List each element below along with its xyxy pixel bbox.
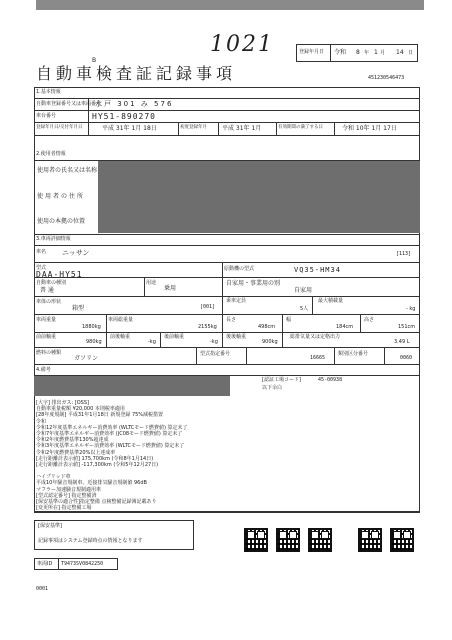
section-vehicle-details-title: 3.車両詳細情報 [36, 236, 71, 242]
user-name-label: 使用者の氏名又は名称 [37, 167, 98, 174]
section-remarks-title: 4.備考 [36, 367, 51, 373]
section-user-info-title: 2.使用者情報 [36, 151, 66, 157]
fuel-type-label: 燃料の種類 [36, 350, 62, 356]
remark-line: [保安基準の適合性]指定整備 点検整備記録簿記載あり [36, 499, 157, 505]
registration-date-label: 登録年月日 [299, 49, 325, 55]
first-reg-value: 平成 31年 1月 18日 [102, 125, 157, 132]
business-value: 自家用 [294, 287, 313, 294]
rear-front-axle-label: 後前軸重 [164, 334, 185, 340]
max-load-value: - kg [406, 306, 416, 312]
length-label: 長さ [226, 317, 237, 323]
front-rear-axle-value: -kg [148, 339, 156, 345]
engine-label: 原動機の型式 [224, 266, 255, 272]
qr-code-1 [244, 528, 268, 552]
remarks-list [36, 400, 276, 511]
capacity-label: 乗車定員 [226, 298, 247, 304]
cert-factory-code-value: 45-00938 [318, 377, 343, 383]
remark-line: [走行距離計表示値] 175,700km (令和8年1月14日) [36, 455, 154, 462]
remark-line: 令和7年度基準エネルギー消費効率 (JC08モード燃費値) 算定未了 [36, 430, 183, 437]
chassis-number-label: 車台番号 [36, 113, 57, 119]
capacity-value: 5人 [300, 306, 309, 312]
body-shape-label: 車体の形状 [36, 299, 62, 305]
footer-note: 記録事項はシステム登録時点の情報となります [38, 538, 143, 544]
first-year-value: 平成 31年 1月 [222, 125, 262, 132]
user-base-label: 使用の本拠の位置 [37, 218, 86, 225]
remark-line: 自動車重量税額 ¥20,000 本則税率適用 [36, 406, 125, 413]
body-shape-value: 箱型 [72, 305, 85, 312]
remark-line: [走行距離計表示値] -117,300km (令和5年12月27日) [36, 461, 159, 468]
cert-factory-code-label: [認証工場コード] [262, 377, 301, 383]
top-redaction-bar [36, 0, 424, 10]
max-load-label: 最大積載量 [318, 298, 344, 304]
length-value: 498cm [258, 324, 276, 330]
spec-number-value: 16665 [310, 355, 326, 361]
qr-code-5 [390, 528, 414, 552]
use-value: 乗用 [164, 285, 177, 292]
width-label: 幅 [286, 317, 292, 323]
remark-line: 令和3年度基準エネルギー消費効率 (WLTCモード燃費値) 算定未了 [36, 443, 185, 450]
vehicle-id-label: 車両ID [37, 561, 53, 567]
blank-below-note: 以下余白 [262, 385, 283, 391]
car-name-value: ニッサン [62, 249, 90, 257]
fuel-type-value: ガソリン [74, 355, 99, 362]
height-label: 高さ [364, 317, 375, 323]
use-label: 用途 [146, 280, 157, 286]
business-label: 自家用・事業用の別 [226, 280, 281, 287]
car-name-code: [113] [396, 251, 412, 257]
expiry-value: 令和 10年 1月 17日 [342, 125, 397, 132]
remarks-redaction [34, 376, 230, 396]
vehicle-type-value: 普 通 [40, 287, 54, 294]
registration-date-era: 令和 [334, 49, 347, 56]
width-value: 184cm [336, 324, 354, 330]
remark-line: 令和 [36, 418, 47, 425]
first-year-label: 初度登録年月 [180, 125, 207, 130]
page-code: 0001 [36, 586, 49, 592]
vehicle-weight-value: 1880kg [82, 324, 101, 330]
gross-weight-label: 車両総重量 [108, 317, 134, 323]
vehicle-type-label: 自動車の種別 [36, 280, 67, 286]
handwritten-doc-number: 1021 [210, 32, 274, 57]
remark-line: [変更所在] 指定整備工場 [36, 505, 92, 512]
displacement-value: 3.49 L [394, 339, 410, 345]
remark-line: 令和2年度燃費基準20%以上達成率 [36, 449, 116, 456]
remark-line: [28年度規制] 平成31年1月18日 新規登録 75%減税措置 [36, 412, 164, 419]
expiry-label: 有効期間の満了する日 [278, 125, 323, 130]
doc-marker: B [92, 57, 97, 64]
height-value: 151cm [398, 324, 416, 330]
first-reg-label: 登録年月日/交付年月日 [36, 125, 83, 130]
document-serial: 451230546473 [368, 75, 405, 81]
front-front-axle-value: 980kg [86, 339, 102, 345]
remark-line: ハイブリッド車 [36, 474, 71, 481]
category-number-value: 0060 [400, 355, 413, 361]
car-name-label: 車名 [36, 249, 47, 255]
qr-code-3 [308, 528, 332, 552]
chassis-number-value: HY51-890270 [92, 112, 156, 121]
qr-code-2 [276, 528, 300, 552]
qr-code-4 [358, 528, 382, 552]
remark-line: 令和12年度基準エネルギー消費効率 (WLTCモード燃費値) 算定未了 [36, 424, 188, 431]
category-number-label: 類別区分番号 [338, 351, 369, 357]
engine-value: VQ35-HM34 [294, 266, 341, 274]
model-value: DAA-HY51 [36, 270, 83, 279]
vehicle-weight-label: 車両重量 [36, 317, 57, 323]
rear-rear-axle-value: 900kg [262, 339, 278, 345]
gross-weight-value: 2155kg [198, 324, 217, 330]
front-rear-axle-label: 前後軸重 [110, 334, 131, 340]
footer-title: [保安基準] [38, 523, 62, 529]
remark-line: マフラー加速騒音規制適用車 [36, 486, 102, 493]
plate-number-label: 自動車登録番号又は車両番号 [36, 101, 102, 107]
user-address-label: 使用者の住所 [37, 193, 86, 200]
document-title: 自動車検査証記録事項 [36, 64, 237, 83]
front-front-axle-label: 前前軸重 [36, 334, 57, 340]
remark-line: 平成10年騒音規制車、近接排気騒音規制値 96dB [36, 480, 147, 487]
section-basic-info-title: 1.基本情報 [36, 89, 61, 95]
rear-rear-axle-label: 後後軸重 [226, 334, 247, 340]
displacement-label: 総排気量又は定格出力 [290, 334, 341, 340]
plate-number-value: 水戸 301 み 576 [95, 100, 174, 108]
user-info-redaction [98, 161, 420, 233]
remark-line: 令和2年度燃費基準130%超達成 [36, 437, 109, 444]
remark-line: [型式認定番号] 指定整備済 [36, 492, 97, 499]
rear-front-axle-value: -kg [210, 339, 218, 345]
remark-line: [大字] 排出ガス: [OSS] [36, 400, 89, 406]
spec-number-label: 型式指定番号 [200, 351, 231, 357]
vehicle-id-value: T9473SV0842250 [61, 561, 104, 567]
model-label: 型式 [36, 265, 47, 271]
body-shape-code: [001] [200, 304, 216, 310]
